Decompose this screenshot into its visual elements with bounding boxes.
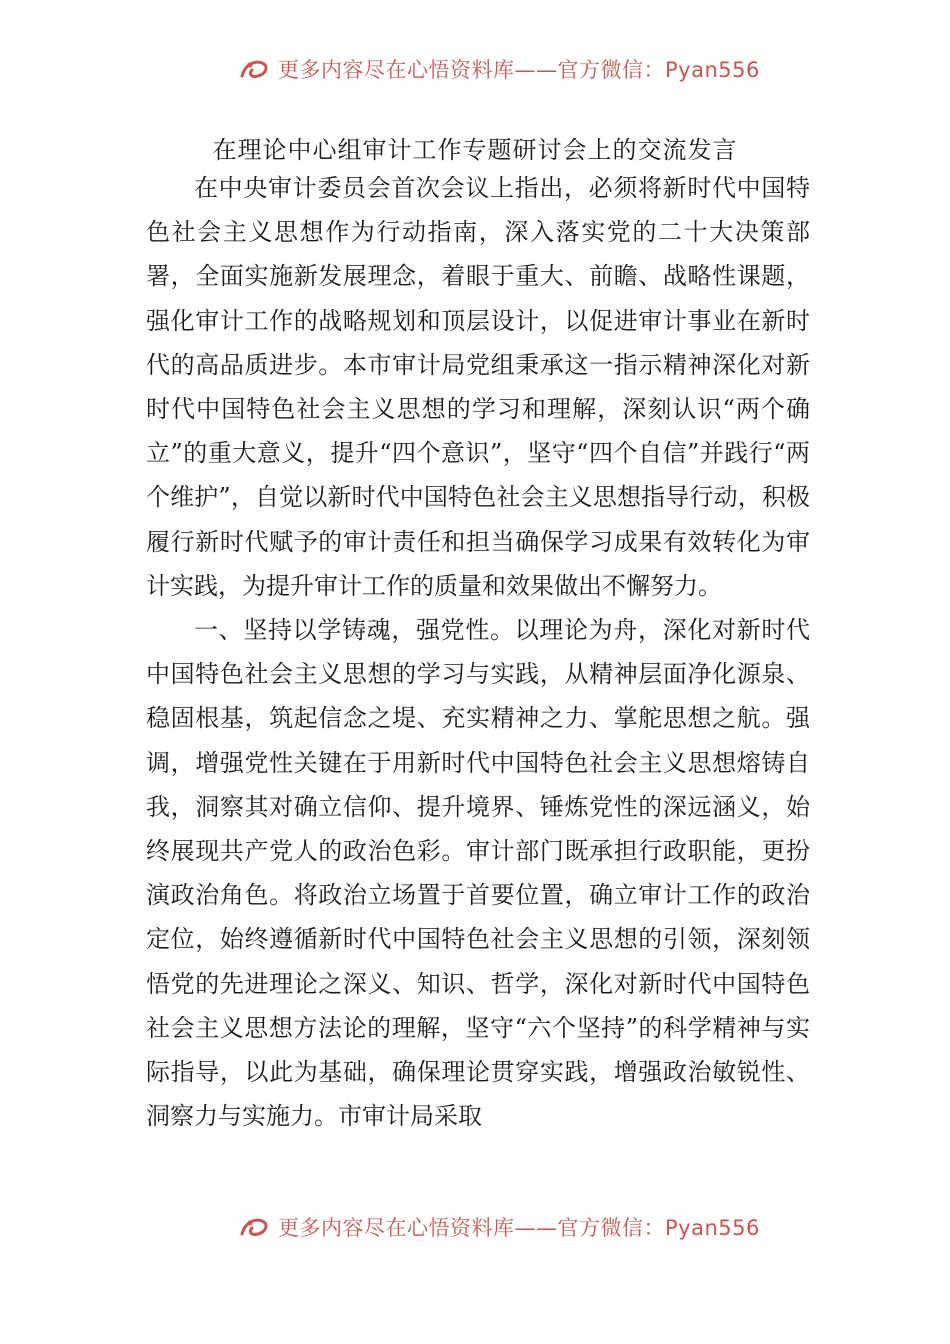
body-paragraph: 一、坚持以学铸魂，强党性。以理论为舟，深化对新时代中国特色社会主义思想的学习与实践，从精神层面净化源泉、稳固根基，筑起信念之堤、充实精神之力、掌舵思想之航。强调，增强党性关键在于用新时代中国特色社会主义思想熔铸自我，洞察其对确立信仰、提升境界、锤炼党性的深远涵义，始终展现共产党人的政治色彩。审计部门既承担行政职能，更扮演政治角色。将政治立场置于首要位置，确立审计工作的政治定位，始终遵循新时代中国特色社会主义思想的引领，深刻领悟党的先进理论之深义、知识、哲学，深化对新时代中国特色社会主义思想方法论的理解，坚守“六个坚持”的科学精神与实际指导，以此为基础，确保理论贯穿实践，增强政治敏锐性、洞察力与实施力。市审计局采取 bbox=[146, 616, 810, 1131]
footer-watermark bbox=[0, 1204, 950, 1244]
header-watermark bbox=[0, 46, 950, 86]
document-body bbox=[146, 166, 810, 1138]
brand-logo-icon bbox=[238, 56, 272, 82]
watermark-text: 更多内容尽在心悟资料库——官方微信：Pyan556 bbox=[278, 1216, 760, 1240]
brand-logo-icon bbox=[238, 1214, 272, 1240]
body-paragraph: 在中央审计委员会首次会议上指出，必须将新时代中国特色社会主义思想作为行动指南，深入落实党的二十大决策部署，全面实施新发展理念，着眼于重大、前瞻、战略性课题，强化审计工作的战略规划和顶层设计，以促进审计事业在新时代的高品质进步。本市审计局党组秉承这一指示精神深化对新时代中国特色社会主义思想的学习和理解，深刻认识“两个确立”的重大意义，提升“四个意识”，坚守“四个自信”并践行“两个维护”，自觉以新时代中国特色社会主义思想指导行动，积极履行新时代赋予的审计责任和担当确保学习成果有效转化为审计实践，为提升审计工作的质量和效果做出不懈努力。 bbox=[146, 174, 810, 600]
watermark-text: 更多内容尽在心悟资料库——官方微信：Pyan556 bbox=[278, 58, 760, 82]
document-title: 在理论中心组审计工作专题研讨会上的交流发言 bbox=[212, 136, 738, 164]
